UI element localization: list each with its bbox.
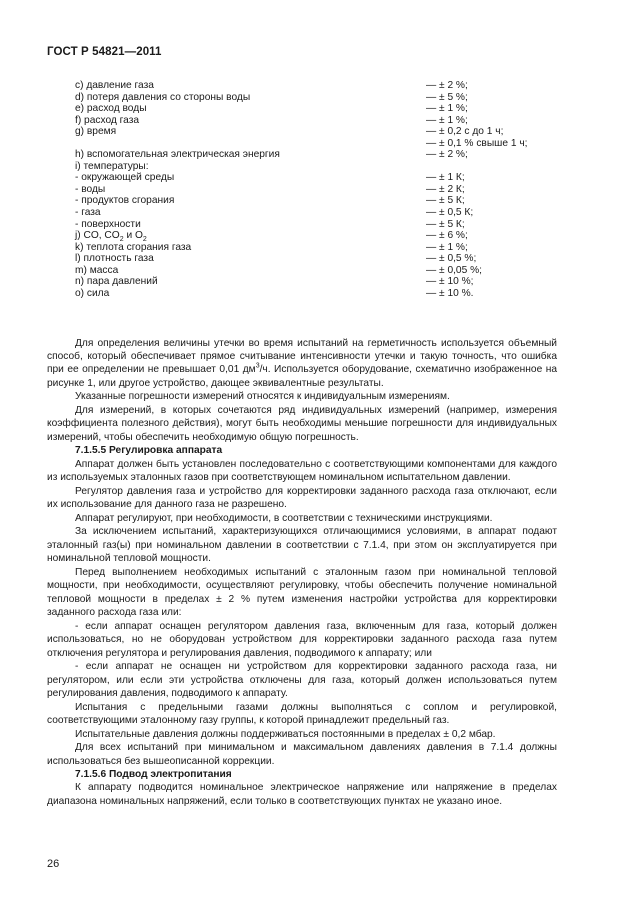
tolerance-value: — ± 5 %; <box>426 91 468 103</box>
tolerance-row <box>47 80 547 92</box>
paragraph: Для всех испытаний при минимальном и максимальном давлениях давления в 7.1.4 должны использоваться без вышеописанной коррекции. <box>47 742 557 767</box>
tolerance-value: — ± 0,5 К; <box>426 207 474 219</box>
tolerance-label: f) расход газа <box>75 114 140 126</box>
tolerance-list <box>47 80 547 299</box>
paragraph: Аппарат должен быть установлен последовательно с соответствующими компонентами для каждого из используемых эталонных газов при соответствующем номинальном испытательном давлении. <box>47 458 557 484</box>
tolerance-label-text: и O <box>123 230 143 242</box>
tolerance-row <box>47 172 547 184</box>
paragraph: К аппарату подводится номинальное электрическое напряжение или напряжение в пределах диапазона номинальных напряжений, если только в соответствующих пунктах не указано иное. <box>47 782 557 807</box>
tolerance-value: — ± 6 %; <box>426 230 468 242</box>
tolerance-value: — ± 1 %; <box>426 114 468 126</box>
tolerance-label: h) вспомогательная электрическая энергия <box>75 149 280 161</box>
tolerance-row <box>47 92 547 104</box>
tolerance-value: — ± 5 К; <box>426 218 465 230</box>
tolerance-row <box>47 219 547 231</box>
tolerance-row <box>47 253 547 265</box>
tolerance-label: m) масса <box>75 264 119 276</box>
tolerance-row <box>47 149 547 161</box>
tolerance-label: o) сила <box>75 287 110 299</box>
tolerance-label: i) температуры: <box>75 160 149 172</box>
tolerance-label: n) пара давлений <box>75 276 158 288</box>
tolerance-label <box>75 230 147 242</box>
body-text <box>47 337 557 809</box>
tolerance-label-text: j) CO, CO <box>75 230 120 242</box>
paragraph <box>47 337 557 391</box>
tolerance-row <box>47 138 547 150</box>
paragraph: Для измерений, в которых сочетаются ряд индивидуальных измерений (например, измерения коэффициента полезного действия), могут быть необходимы меньшие погрешности для индивидуальных измерений, чтобы обеспечить необходимую общую погрешность. <box>47 404 557 443</box>
subscript: 2 <box>142 236 147 244</box>
tolerance-label: g) время <box>75 126 117 138</box>
tolerance-value: — ± 0,05 %; <box>426 264 482 276</box>
section-heading: 7.1.5.6 Подвод электропитания <box>75 769 232 780</box>
tolerance-label: - окружающей среды <box>75 172 175 184</box>
tolerance-row <box>47 184 547 196</box>
paragraph: Перед выполнением необходимых испытаний с эталонным газом при номинальной тепловой мощности, при необходимости, осуществляют регулировку, чтобы обеспечить получение номинальной тепловой мощности в пределах ± 2 % путем изменения настройки устройства для корректировки заданного расхода газа или: <box>47 566 557 619</box>
paragraph: Регулятор давления газа и устройство для корректировки заданного расхода газа отключают, если их использование для данного газа не разрешено. <box>47 485 557 511</box>
tolerance-label: c) давление газа <box>75 80 154 91</box>
subscript: 2 <box>119 236 124 244</box>
tolerance-value: — ± 10 %; <box>426 276 474 288</box>
tolerance-row <box>47 288 547 300</box>
tolerance-label: d) потеря давления со стороны воды <box>75 91 251 103</box>
tolerance-value: — ± 0,1 % свыше 1 ч; <box>426 137 528 149</box>
tolerance-row <box>47 161 547 173</box>
tolerance-label: k) теплота сгорания газа <box>75 241 192 253</box>
tolerance-value: — ± 1 %; <box>426 103 468 115</box>
tolerance-value: — ± 0,5 %; <box>426 253 477 265</box>
tolerance-value: — ± 0,2 с до 1 ч; <box>426 126 504 138</box>
paragraph: За исключением испытаний, характеризующихся отличающимися условиями, в аппарат подают эталонный газ(ы) при номинальном давлении в соответствии с 7.1.4, при этом он эксплуатируется при номинальной тепловой мощности. <box>47 526 557 565</box>
paragraph-text: /ч. Используется оборудование, схематично изображенное на рисунке 1, или другое устройство, дающее эквивалентные результаты. <box>47 364 557 389</box>
tolerance-row <box>47 242 547 254</box>
tolerance-label: - газа <box>75 207 101 219</box>
paragraph: Испытательные давления должны поддерживаться постоянными в пределах ± 0,2 мбар. <box>75 728 496 740</box>
document-header: ГОСТ Р 54821—2011 <box>47 46 162 58</box>
tolerance-value: — ± 1 К; <box>426 172 465 184</box>
tolerance-row <box>47 207 547 219</box>
superscript: 3 <box>255 363 260 371</box>
tolerance-row <box>47 103 547 115</box>
paragraph: - если аппарат не оснащен ни устройством для корректировки заданного расхода газа, ни регулятором, или если эти устройства отключены для газа, который должен использоваться путем регулирования давления, подводимого к аппарату. <box>47 661 557 700</box>
tolerance-row <box>47 265 547 277</box>
tolerance-label: - воды <box>75 183 106 195</box>
tolerance-row <box>47 276 547 288</box>
section-heading: 7.1.5.5 Регулировка аппарата <box>75 445 223 457</box>
paragraph: - если аппарат оснащен регулятором давления газа, включенным для газа, который должен использоваться, но не оборудован устройством для корректировки заданного расхода газа путем отключения регулятора и регулирования давления, подводимого к аппарату; или <box>47 620 557 659</box>
page-number: 26 <box>47 858 60 870</box>
tolerance-row <box>47 195 547 207</box>
tolerance-label: e) расход воды <box>75 103 147 115</box>
paragraph: Испытания с предельными газами должны выполняться с соплом и регулировкой, соответствующими эталонному газу группы, к которой принадлежит предельный газ. <box>47 701 557 727</box>
tolerance-value: — ± 1 %; <box>426 241 468 253</box>
tolerance-row <box>47 126 547 138</box>
tolerance-value: — ± 10 %. <box>426 287 474 299</box>
tolerance-value: — ± 2 %; <box>426 80 468 91</box>
tolerance-value: — ± 2 %; <box>426 149 468 161</box>
tolerance-value: — ± 2 К; <box>426 183 465 195</box>
paragraph: Указанные погрешности измерений относятся к индивидуальным измерениям. <box>75 391 450 403</box>
paragraph-text: Для определения величины утечки во время испытаний на герметичность используется объемный способ, который обеспечивает прямое считывание интенсивности утечки и такую точность, что ошибка при ее определении не превышает 0,01 дм <box>47 337 557 376</box>
tolerance-value: — ± 5 К; <box>426 195 465 207</box>
tolerance-label: - поверхности <box>75 218 141 230</box>
tolerance-label: - продуктов сгорания <box>75 195 175 207</box>
paragraph: Аппарат регулируют, при необходимости, в соответствии с техническими инструкциями. <box>75 512 493 524</box>
tolerance-row <box>47 115 547 127</box>
tolerance-row <box>47 230 547 242</box>
tolerance-label: l) плотность газа <box>75 253 154 265</box>
